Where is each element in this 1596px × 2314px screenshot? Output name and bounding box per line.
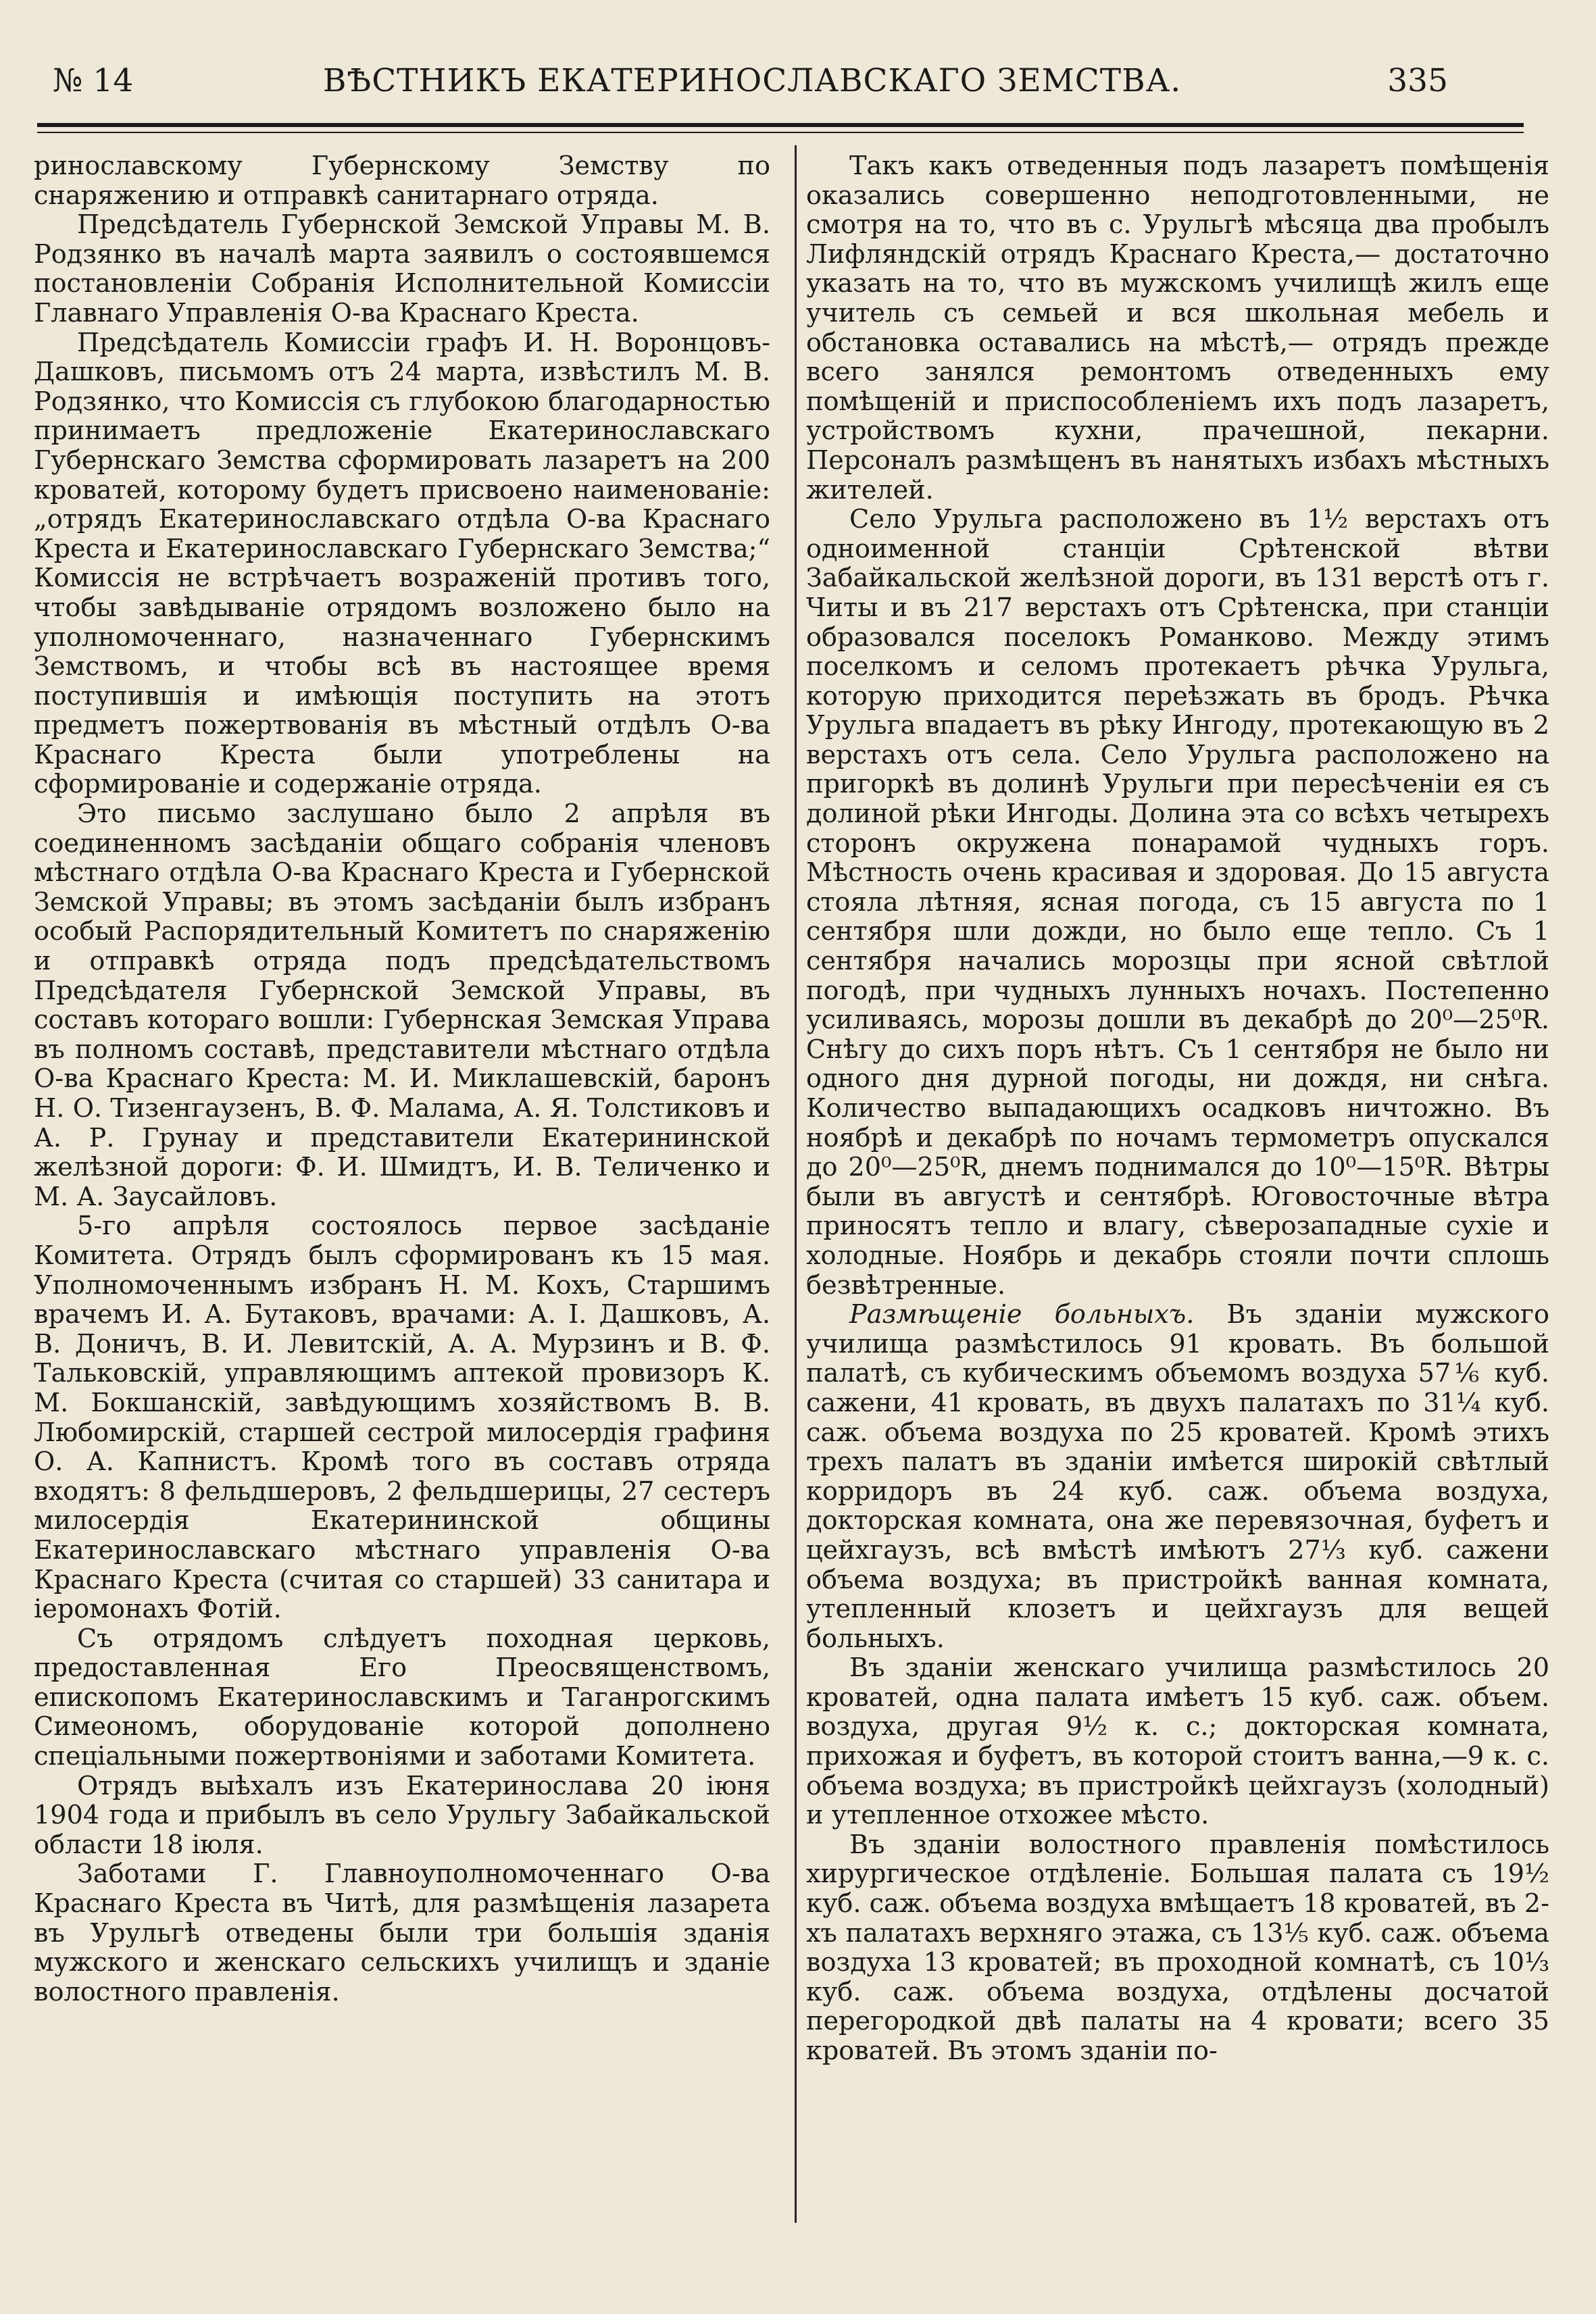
paragraph-text: Въ зданіи мужского училища размѣстилось 91 кровать. Въ большой палатѣ, съ кубическимъ объемомъ воздуха 57⅙ куб. сажени, 41 кровать, въ двухъ палатахъ по 31¼ куб. саж. объема воздуха по 25 кроватей. Кромѣ этихъ трехъ палатъ въ зданіи имѣется широкій свѣтлый корридоръ въ 24 куб. саж. объема воздуха, докторская комната, она же перевязочная, буфетъ и цейхгаузъ, всѣ вмѣстѣ имѣютъ 27⅓ куб. сажени объема воздуха; въ пристройкѣ ванная комната, утепленный клозетъ и цейхгаузъ для вещей больныхъ.: [806, 1300, 1549, 1654]
header-rule-thick: [37, 123, 1524, 127]
paragraph: Предсѣдатель Комиссіи графъ И. Н. Воронцовъ-Дашковъ, письмомъ отъ 24 марта, извѣстилъ М. В. Родзянко, что Комиссія съ глубокою благодарностью принимаетъ предложеніе Екатеринославскаго Губернскаго Земства сформировать лазаретъ на 200 кроватей, которому будетъ присвоено наименованіе: „отрядъ Екатеринославскаго отдѣла О-ва Краснаго Креста и Екатеринославскаго Губернскаго Земства;“ Комиссія не встрѣчаетъ возраженій противъ того, чтобы завѣдываніе отрядомъ возложено было на уполномоченнаго, назначеннаго Губернскимъ Земствомъ, и чтобы всѣ въ настоящее время поступившія и имѣющія поступить на этотъ предметъ пожертвованія въ мѣстный отдѣлъ О-ва Краснаго Креста были употреблены на сформированіе и содержаніе отряда.: [34, 328, 770, 800]
page-number: 335: [1387, 62, 1448, 99]
section-heading: Размѣщеніе больныхъ.: [849, 1300, 1195, 1330]
paragraph: Отрядъ выѣхалъ изъ Екатеринослава 20 іюня 1904 года и прибылъ въ село Урульгу Забайкальской области 18 іюля.: [34, 1771, 770, 1860]
paragraph: Въ зданіи женскаго училища размѣстилось 20 кроватей, одна палата имѣетъ 15 куб. саж. объем. воздуха, другая 9½ к. с.; докторская комната, прихожая и буфетъ, въ которой стоитъ ванна,—9 к. с. объема воздуха; въ пристройкѣ цейхгаузъ (холодный) и утепленное отхожее мѣсто.: [806, 1653, 1549, 1831]
paragraph: Предсѣдатель Губернской Земской Управы М. В. Родзянко въ началѣ марта заявилъ о состоявшемся постановленіи Собранія Исполнительной Комиссіи Главнаго Управленія О-ва Краснаго Креста.: [34, 210, 770, 328]
paragraph: Заботами Г. Главноуполномоченнаго О-ва Краснаго Креста въ Читѣ, для размѣщенія лазарета въ Урульгѣ отведены были три большія зданія мужского и женскаго сельскихъ училищъ и зданіе волостного правленія.: [34, 1859, 770, 2007]
paragraph: Это письмо заслушано было 2 апрѣля въ соединенномъ засѣданіи общаго собранія членовъ мѣстнаго отдѣла О-ва Краснаго Креста и Губернской Земской Управы; въ этомъ засѣданіи былъ избранъ особый Распорядительный Комитетъ по снаряженію и отправкѣ отряда подъ предсѣдательствомъ Предсѣдателя Губернской Земской Управы, въ составъ котораго вошли: Губернская Земская Управа въ полномъ составѣ, представители мѣстнаго отдѣла О-ва Краснаго Креста: М. И. Миклашевскій, баронъ Н. О. Тизенгаузенъ, В. Ф. Малама, А. Я. Толстиковъ и А. Р. Грунау и представители Екатерининской желѣзной дороги: Ф. И. Шмидтъ, И. В. Теличенко и М. А. Заусайловъ.: [34, 799, 770, 1212]
paragraph: Такъ какъ отведенныя подъ лазаретъ помѣщенія оказались совершенно неподготовленными, не смотря на то, что въ с. Урульгѣ мѣсяца два пробылъ Лифляндскій отрядъ Краснаго Креста,— достаточно указать на то, что въ мужскомъ училищѣ жилъ еще учитель съ семьей и вся школьная мебель и обстановка оставались на мѣстѣ,— отрядъ прежде всего занялся ремонтомъ отведенныхъ ему помѣщеній и приспособленіемъ ихъ подъ лазаретъ, устройствомъ кухни, прачешной, пекарни. Персоналъ размѣщенъ въ нанятыхъ избахъ мѣстныхъ жителей.: [806, 151, 1549, 505]
left-column: [34, 152, 770, 2007]
paragraph: 5-го апрѣля состоялось первое засѣданіе Комитета. Отрядъ былъ сформированъ къ 15 мая. Уполномоченнымъ избранъ Н. М. Кохъ, Старшимъ врачемъ И. А. Бутаковъ, врачами: А. І. Дашковъ, А. В. Доничъ, В. И. Левитскій, А. А. Мурзинъ и В. Ф. Тальковскій, управляющимъ аптекой провизоръ К. М. Бокшанскій, завѣдующимъ хозяйствомъ В. В. Любомирскій, старшей сестрой милосердія графиня О. А. Капнистъ. Кромѣ того въ составъ отряда входятъ: 8 фельдшеровъ, 2 фельдшерицы, 27 сестеръ милосердія Екатерининской общины Екатеринославскаго мѣстнаго управленія О-ва Краснаго Креста (считая со старшей) 33 санитара и іеромонахъ Фотій.: [34, 1211, 770, 1625]
paragraph: Съ отрядомъ слѣдуетъ походная церковь, предоставленная Его Преосвященствомъ, епископомъ Екатеринославскимъ и Таганрогскимъ Симеономъ, оборудованіе которой дополнено спеціальными пожертвоніями и заботами Комитета.: [34, 1624, 770, 1772]
page-header: [46, 54, 1458, 108]
journal-title: ВѢСТНИКЪ ЕКАТЕРИНОСЛАВСКАГО ЗЕМСТВА.: [322, 62, 1182, 99]
paragraph: [806, 1301, 1549, 1654]
right-column: [806, 152, 1549, 2067]
paragraph: Въ зданіи волостного правленія помѣстилось хирургическое отдѣленіе. Большая палата съ 19½ куб. саж. объема воздуха вмѣщаетъ 18 кроватей, въ 2-хъ палатахъ верхняго этажа, съ 13⅕ куб. саж. объема воздуха 13 кроватей; въ проходной комнатѣ, съ 10⅓ куб. саж. объема воздуха, отдѣлены досчатой перегородкой двѣ палаты на 4 кровати; всего 35 кроватей. Въ этомъ зданіи по-: [806, 1830, 1549, 2066]
header-rule-thin: [37, 132, 1524, 133]
issue-number: № 14: [53, 62, 134, 99]
column-divider: [795, 145, 797, 2223]
paragraph: ринославскому Губернскому Земству по снаряжению и отправкѣ санитарнаго отряда.: [34, 151, 770, 211]
paragraph: Село Урульга расположено въ 1½ верстахъ отъ одноименной станціи Срѣтенской вѣтви Забайкальской желѣзной дороги, въ 131 верстѣ отъ г. Читы и въ 217 верстахъ отъ Срѣтенска, при станціи образовался поселокъ Романково. Между этимъ поселкомъ и селомъ протекаетъ рѣчка Урульга, которую приходится переѣзжать въ бродъ. Рѣчка Урульга впадаетъ въ рѣку Ингоду, протекающую въ 2 верстахъ отъ села. Село Урульга расположено на пригоркѣ въ долинѣ Урульги при пересѣченіи ея съ долиной рѣки Ингоды. Долина эта со всѣхъ четырехъ сторонъ окружена понарамой чудныхъ горъ. Мѣстность очень красивая и здоровая. До 15 августа стояла лѣтняя, ясная погода, съ 15 августа по 1 сентября шли дожди, но было еще тепло. Съ 1 сентября начались морозцы при ясной свѣтлой погодѣ, при чудныхъ лунныхъ ночахъ. Постепенно усиливаясь, морозы дошли въ декабрѣ до 20⁰—25⁰R. Снѣгу до сихъ поръ нѣтъ. Съ 1 сентября не было ни одного дня дурной погоды, ни дождя, ни снѣга. Количество выпадающихъ осадковъ ничтожно. Въ ноябрѣ и декабрѣ по ночамъ термометръ опускался до 20⁰—25⁰R, днемъ поднимался до 10⁰—15⁰R. Вѣтры были въ августѣ и сентябрѣ. Юговосточные вѣтра приносятъ тепло и влагу, сѣверозападные сухіе и холодные. Ноябрь и декабрь стояли почти сплошь безвѣтренные.: [806, 505, 1549, 1301]
